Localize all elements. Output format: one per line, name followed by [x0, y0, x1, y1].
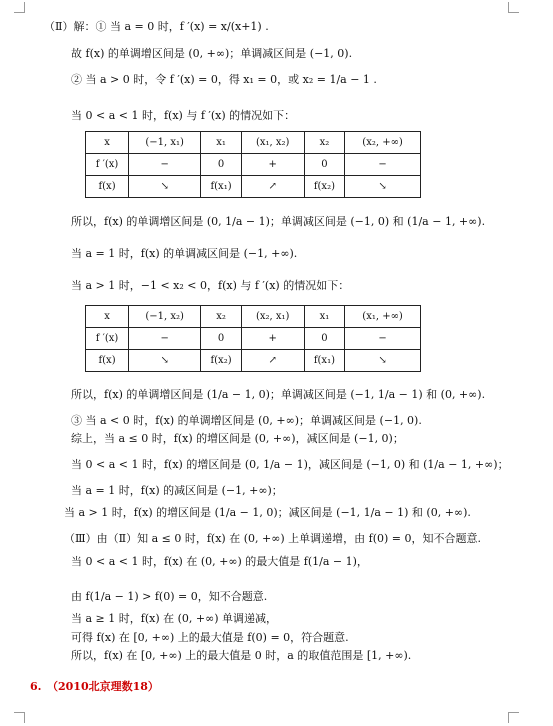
- text-line: 当 a ≥ 1 时，f(x) 在 (0, +∞) 单调递减，: [71, 612, 278, 625]
- table-cell: ↗: [241, 350, 304, 372]
- text-line: ② 当 a > 0 时，令 f ′(x) = 0，得 x₁ = 0，或 x₂ = 1/a − 1 .: [71, 73, 377, 86]
- table-cell: x: [86, 306, 129, 328]
- table-cell: 0: [304, 328, 344, 350]
- table-cell: 0: [304, 154, 344, 176]
- table-cell: f(x): [86, 176, 129, 198]
- variation-table-1: [85, 131, 421, 198]
- text-line: 所以，f(x) 在 [0, +∞) 上的最大值是 0 时，a 的取值范围是 [1, +∞).: [71, 649, 412, 662]
- table-cell: x₂: [201, 306, 241, 328]
- text-line: 由 f(1/a − 1) > f(0) = 0，知不合题意.: [71, 590, 268, 603]
- table-body: [86, 132, 421, 198]
- text-line: 所以，f(x) 的单调增区间是 (1/a − 1, 0)；单调减区间是 (−1, 1/a − 1) 和 (0, +∞).: [71, 388, 486, 401]
- table-row: [86, 176, 421, 198]
- table-cell: (x₁, x₂): [241, 132, 304, 154]
- problem-heading: 6. （2010北京理数18）: [30, 680, 159, 693]
- table-cell: f ′(x): [86, 154, 129, 176]
- crop-mark-bottom-left: [14, 712, 25, 723]
- table-cell: f(x₂): [201, 350, 241, 372]
- text-line: 当 a = 1 时，f(x) 的单调减区间是 (−1, +∞).: [71, 247, 298, 260]
- text-line: 当 a = 1 时，f(x) 的减区间是 (−1, +∞)；: [71, 484, 283, 497]
- table-cell: ↘: [345, 176, 421, 198]
- text-line: 故 f(x) 的单调增区间是 (0, +∞)；单调减区间是 (−1, 0).: [71, 47, 353, 60]
- table-cell: ↘: [345, 350, 421, 372]
- table-cell: +: [241, 154, 304, 176]
- text-line: 可得 f(x) 在 [0, +∞) 上的最大值是 f(0) = 0，符合题意.: [71, 631, 349, 644]
- table-cell: (x₁, +∞): [345, 306, 421, 328]
- table-cell: (−1, x₁): [129, 132, 201, 154]
- table-cell: −: [129, 328, 201, 350]
- text-line: 当 a > 1 时，f(x) 的增区间是 (1/a − 1, 0)；减区间是 (−1, 1/a − 1) 和 (0, +∞).: [64, 506, 471, 519]
- text-line: 当 0 < a < 1 时，f(x) 在 (0, +∞) 的最大值是 f(1/a − 1)，: [71, 555, 368, 568]
- table-row: [86, 306, 421, 328]
- table-cell: ↘: [129, 176, 201, 198]
- table-cell: f(x): [86, 350, 129, 372]
- table-cell: −: [345, 328, 421, 350]
- table-cell: x₁: [304, 306, 344, 328]
- text-line: 综上，当 a ≤ 0 时，f(x) 的增区间是 (0, +∞)，减区间是 (−1, 0)；: [71, 432, 404, 445]
- table-row: [86, 328, 421, 350]
- table-row: [86, 132, 421, 154]
- table-cell: x₂: [304, 132, 344, 154]
- text-line: 所以，f(x) 的单调增区间是 (0, 1/a − 1)；单调减区间是 (−1, 0) 和 (1/a − 1, +∞).: [71, 215, 486, 228]
- table-cell: f ′(x): [86, 328, 129, 350]
- table-cell: f(x₁): [201, 176, 241, 198]
- table-cell: (−1, x₂): [129, 306, 201, 328]
- table-cell: ↗: [241, 176, 304, 198]
- text-line: 当 a > 1 时，−1 < x₂ < 0，f(x) 与 f ′(x) 的情况如下：: [71, 279, 350, 292]
- text-line: 当 0 < a < 1 时，f(x) 与 f ′(x) 的情况如下：: [71, 109, 296, 122]
- crop-mark-top-right: [508, 2, 519, 13]
- text-line: （Ⅱ）解：① 当 a = 0 时，f ′(x) = x/(x+1) .: [44, 20, 269, 33]
- text-line: 当 0 < a < 1 时，f(x) 的增区间是 (0, 1/a − 1)，减区间是 (−1, 0) 和 (1/a − 1, +∞)；: [71, 458, 509, 471]
- text-line: （Ⅲ）由（Ⅱ）知 a ≤ 0 时，f(x) 在 (0, +∞) 上单调递增，由 f(0) = 0，知不合题意.: [64, 532, 481, 545]
- table-cell: −: [129, 154, 201, 176]
- table-cell: 0: [201, 154, 241, 176]
- table-cell: x₁: [201, 132, 241, 154]
- table-row: [86, 350, 421, 372]
- table-cell: f(x₂): [304, 176, 344, 198]
- text-line: ③ 当 a < 0 时，f(x) 的单调增区间是 (0, +∞)；单调减区间是 (−1, 0).: [71, 414, 422, 427]
- table-cell: +: [241, 328, 304, 350]
- table-cell: (x₂, +∞): [345, 132, 421, 154]
- table-cell: (x₂, x₁): [241, 306, 304, 328]
- crop-mark-top-left: [14, 2, 25, 13]
- table-cell: x: [86, 132, 129, 154]
- table-row: [86, 154, 421, 176]
- variation-table-2: [85, 305, 421, 372]
- table-cell: f(x₁): [304, 350, 344, 372]
- table-cell: ↘: [129, 350, 201, 372]
- table-body: [86, 306, 421, 372]
- crop-mark-bottom-right: [508, 712, 519, 723]
- table-cell: −: [345, 154, 421, 176]
- table-cell: 0: [201, 328, 241, 350]
